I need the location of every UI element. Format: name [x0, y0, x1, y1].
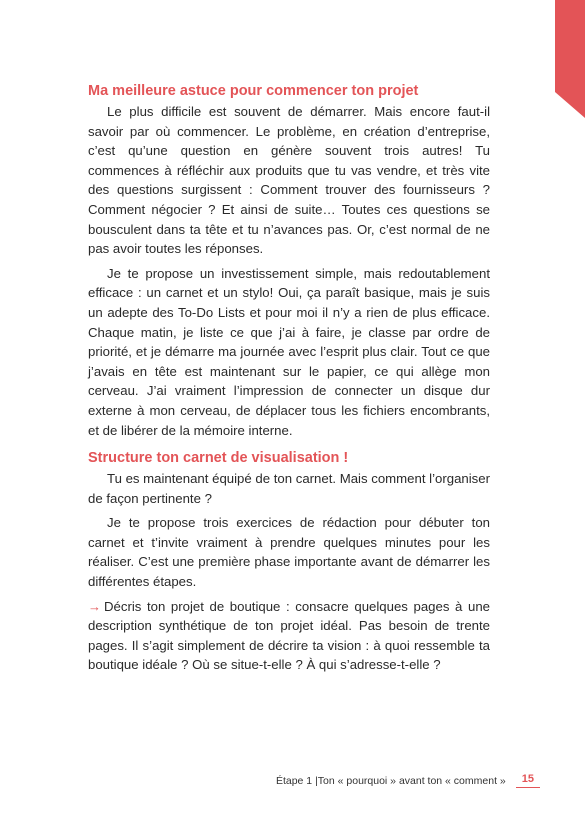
corner-tab: [555, 0, 585, 118]
arrow-right-icon: →: [88, 598, 101, 614]
section-heading-astuce: Ma meilleure astuce pour commencer ton projet: [88, 83, 419, 99]
paragraph: Le plus difficile est souvent de démarrer. Mais encore faut-il savoir par où commencer. Le problème, en création d’entreprise, c’est qu’une question en génère souvent trois autres! Tu commences à réfléchir aux produits que tu vas vendre, et très vite des questions surgissent : Comment trouver des fournisseurs ? Comment négocier ? Et ainsi de suite… Toutes ces questions se bousculent dans ta tête et tu n’avances pas. Or, c’est normal de ne pas avoir toutes les réponses.: [88, 104, 490, 257]
section-heading-structure: Structure ton carnet de visualisation !: [88, 450, 349, 467]
paragraph: Je te propose trois exercices de rédaction pour débuter ton carnet et t’invite vraiment à prendre quelques minutes pour les réaliser. C’est une première phase importante avant de démarrer les différentes étapes.: [88, 515, 490, 590]
page-number: 15: [516, 773, 540, 788]
running-footer-title: Étape 1 |Ton « pourquoi » avant ton « comment »: [275, 774, 506, 787]
paragraph: Je te propose un investissement simple, mais redoutablement efficace : un carnet et un stylo! Oui, ça paraît basique, mais je suis un adepte des To-Do Lists et pour moi il n’y a rien de plus efficace. Chaque matin, je liste ce que j’ai à faire, je classe par ordre de priorité, et je démarre ma journée avec l’esprit plus clair. Tout ce que j’avais en tête est maintenant sur le papier, ce qui allège mon cerveau. J’ai vraiment l’impression de connecter un disque dur externe à mon cerveau, de déplacer tous les fichiers encombrants, et de libérer de la mémoire interne.: [88, 265, 490, 438]
page-content: [88, 82, 490, 675]
arrow-list-item: [88, 597, 490, 675]
arrow-list-item-text: Décris ton projet de boutique : consacre quelques pages à une description synthétique de ton projet idéal. Pas besoin de trente pages. Il s’agit simplement de décrire ta vision : à quoi ressemble ta boutique idéale ? Où se situe-t-elle ? À qui s’adresse-t-elle ?: [88, 598, 490, 673]
paragraph: Tu es maintenant équipé de ton carnet. Mais comment l’organiser de façon pertinente ?: [88, 471, 490, 506]
page-footer: [276, 773, 540, 788]
